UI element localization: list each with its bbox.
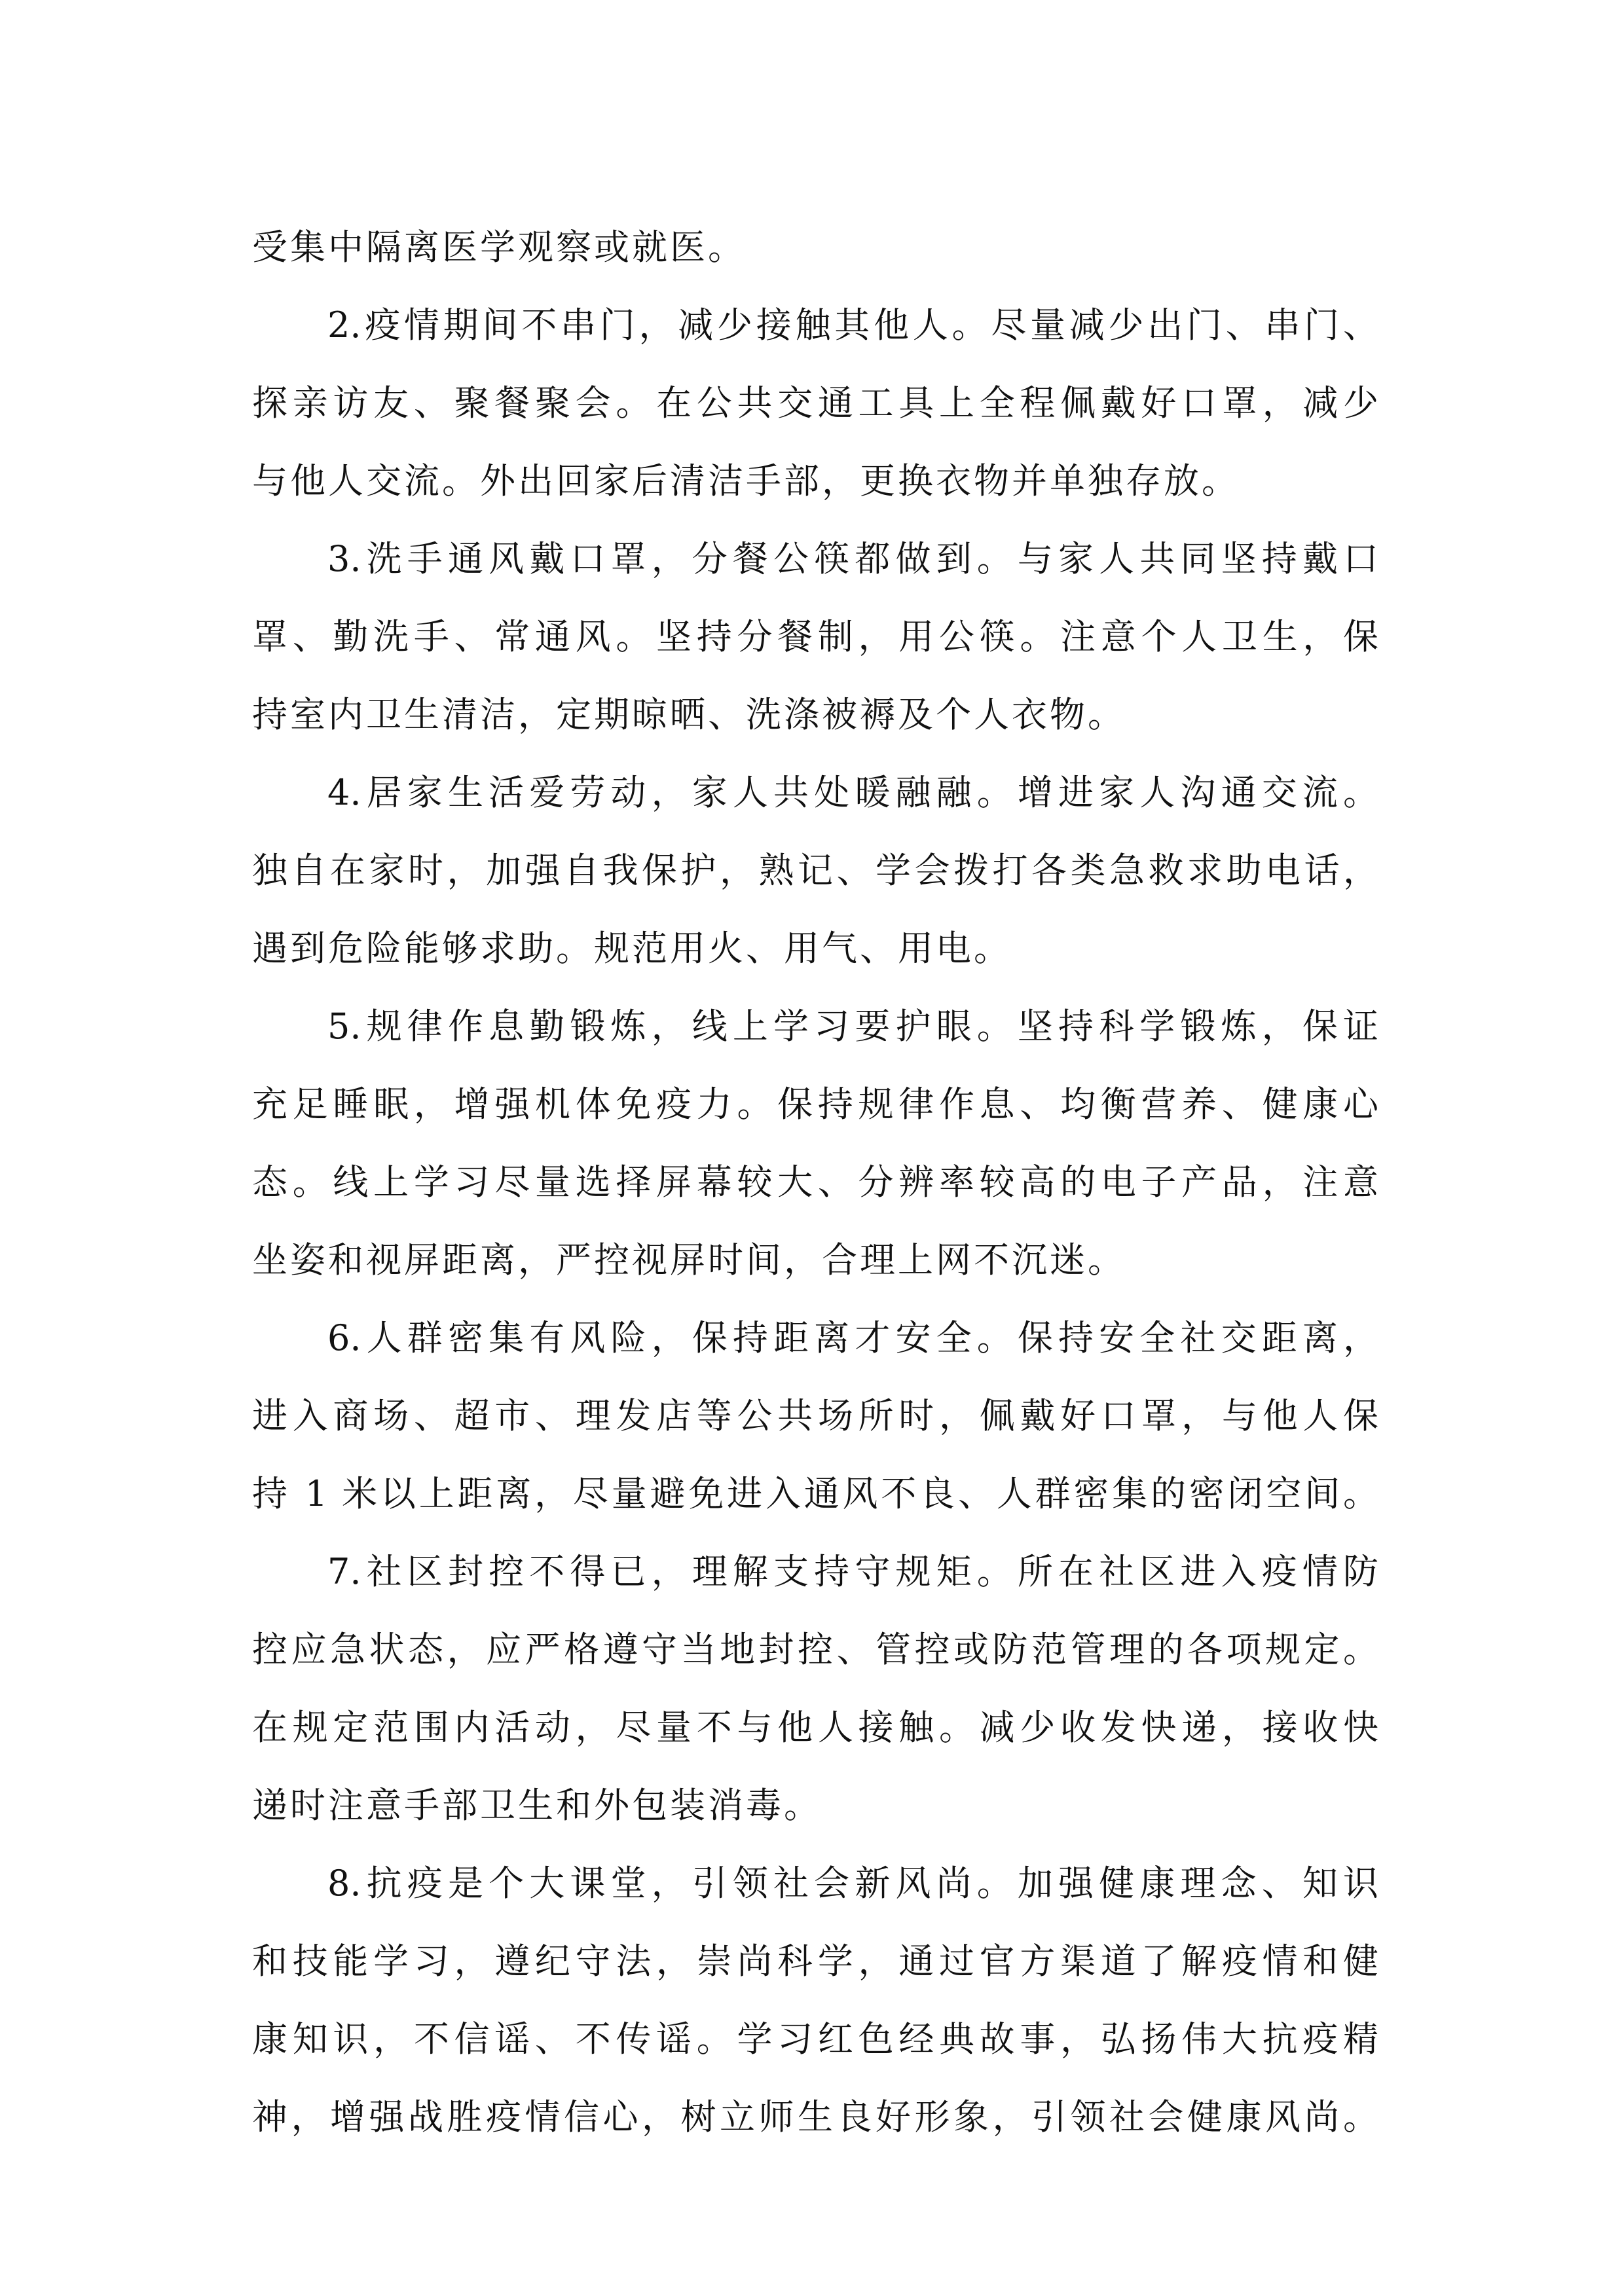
text-line: 递时注意手部卫生和外包装消毒。 bbox=[252, 1785, 822, 1826]
text-line: 与他人交流。外出回家后清洁手部，更换衣物并单独存放。 bbox=[252, 460, 1240, 501]
text-line: 持室内卫生清洁，定期晾晒、洗涤被褥及个人衣物。 bbox=[252, 694, 1126, 735]
text-line: 6.人群密集有风险，保持距离才安全。保持安全社交距离， bbox=[327, 1317, 1378, 1358]
text-line: 康知识，不信谣、不传谣。学习红色经典故事，弘扬伟大抗疫精 bbox=[252, 2018, 1378, 2060]
text-line: 5.规律作息勤锻炼，线上学习要护眼。坚持科学锻炼，保证 bbox=[327, 1006, 1378, 1047]
text-line: 遇到危险能够求助。规范用火、用气、用电。 bbox=[252, 928, 1012, 969]
text-line: 7.社区封控不得已，理解支持守规矩。所在社区进入疫情防 bbox=[327, 1551, 1378, 1592]
text-line: 充足睡眠，增强机体免疫力。保持规律作息、均衡营养、健康心 bbox=[252, 1084, 1378, 1125]
text-line: 受集中隔离医学观察或就医。 bbox=[252, 227, 746, 268]
text-line: 4.居家生活爱劳动，家人共处暖融融。增进家人沟通交流。 bbox=[327, 772, 1378, 813]
document-page bbox=[252, 208, 1378, 2156]
text-line: 8.抗疫是个大课堂，引领社会新风尚。加强健康理念、知识 bbox=[327, 1863, 1378, 1904]
text-line: 罩、勤洗手、常通风。坚持分餐制，用公筷。注意个人卫生，保 bbox=[252, 616, 1378, 657]
text-line: 在规定范围内活动，尽量不与他人接触。减少收发快递，接收快 bbox=[252, 1707, 1378, 1748]
text-line: 和技能学习，遵纪守法，崇尚科学，通过官方渠道了解疫情和健 bbox=[252, 1941, 1378, 1982]
text-line: 控应急状态，应严格遵守当地封控、管控或防范管理的各项规定。 bbox=[252, 1629, 1378, 1670]
text-line: 探亲访友、聚餐聚会。在公共交通工具上全程佩戴好口罩，减少 bbox=[252, 382, 1378, 424]
text-line: 持 1 米以上距离，尽量避免进入通风不良、人群密集的密闭空间。 bbox=[252, 1473, 1378, 1514]
text-line: 态。线上学习尽量选择屏幕较大、分辨率较高的电子产品，注意 bbox=[252, 1161, 1378, 1203]
text-line: 坐姿和视屏距离，严控视屏时间，合理上网不沉迷。 bbox=[252, 1239, 1126, 1281]
text-line: 3.洗手通风戴口罩，分餐公筷都做到。与家人共同坚持戴口 bbox=[327, 538, 1378, 579]
text-line: 神，增强战胜疫情信心，树立师生良好形象，引领社会健康风尚。 bbox=[252, 2096, 1378, 2138]
text-line: 2.疫情期间不串门，减少接触其他人。尽量减少出门、串门、 bbox=[327, 304, 1378, 346]
text-line: 进入商场、超市、理发店等公共场所时，佩戴好口罩，与他人保 bbox=[252, 1395, 1378, 1436]
text-line: 独自在家时，加强自我保护，熟记、学会拨打各类急救求助电话， bbox=[252, 850, 1378, 891]
